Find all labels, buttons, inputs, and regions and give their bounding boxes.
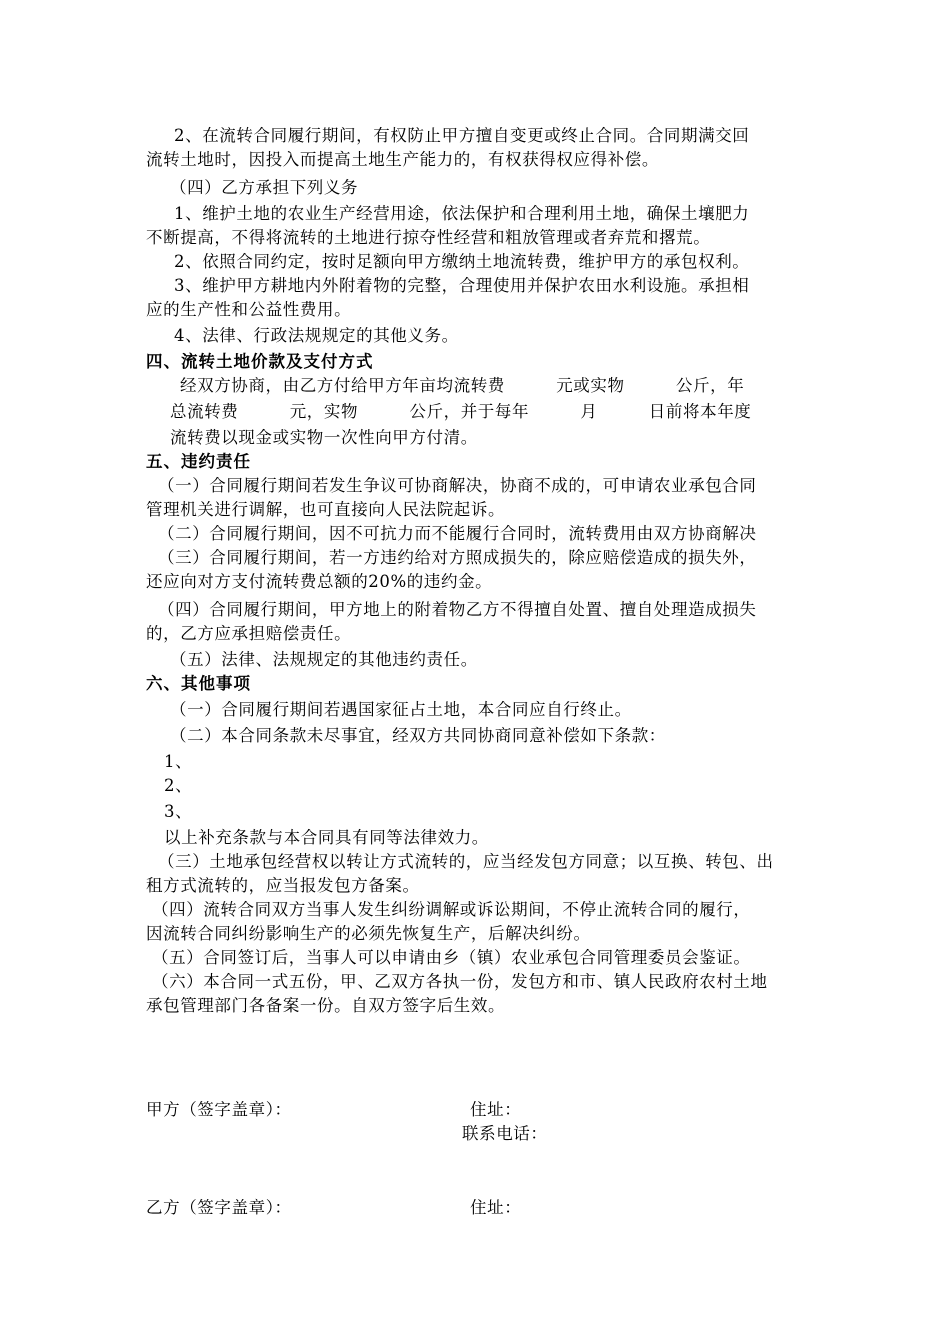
paragraph-line: （五）法律、法规规定的其他违约责任。 xyxy=(170,650,478,669)
paragraph-line: 流转土地时，因投入而提高土地生产能力的，有权获得权应得补偿。 xyxy=(146,150,659,169)
paragraph-line: 4、法律、行政法规规定的其他义务。 xyxy=(174,326,459,345)
paragraph-line: 管理机关进行调解，也可直接向人民法院起诉。 xyxy=(146,500,506,519)
paragraph-line: （六）本合同一式五份，甲、乙双方各执一份，发包方和市、镇人民政府农村土地 xyxy=(152,972,768,991)
section-heading: 六、其他事项 xyxy=(146,674,251,693)
paragraph-line: 2、在流转合同履行期间，有权防止甲方擅自变更或终止合同。合同期满交回 xyxy=(174,126,750,145)
paragraph-line: 因流转合同纠纷影响生产的必须先恢复生产，后解决纠纷。 xyxy=(146,924,591,943)
paragraph-line: 应的生产性和公益性费用。 xyxy=(146,300,352,319)
paragraph-line: 承包管理部门各备案一份。自双方签字后生效。 xyxy=(146,996,506,1015)
paragraph-line: 流转费以现金或实物一次性向甲方付清。 xyxy=(170,428,478,447)
party-b-address-label: 住址： xyxy=(470,1198,522,1217)
party-a-address-label: 住址： xyxy=(470,1100,522,1119)
paragraph-line: （一）合同履行期间若发生争议可协商解决，协商不成的，可申请农业承包合同 xyxy=(158,476,757,495)
paragraph-line: （三）合同履行期间，若一方违约给对方照成损失的，除应赔偿造成的损失外， xyxy=(158,548,757,567)
section-heading: 四、流转土地价款及支付方式 xyxy=(146,352,374,371)
paragraph-line: （五）合同签订后，当事人可以申请由乡（镇）农业承包合同管理委员会鉴证。 xyxy=(152,948,751,967)
paragraph-line: （三）土地承包经营权以转让方式流转的，应当经发包方同意；以互换、转包、出 xyxy=(158,852,774,871)
paragraph-line: 经双方协商，由乙方付给甲方年亩均流转费 元或实物 公斤，年 xyxy=(180,376,745,395)
party-a-signature-label: 甲方（签字盖章）： xyxy=(146,1100,292,1119)
paragraph-line: 2、依照合同约定，按时足额向甲方缴纳土地流转费，维护甲方的承包权利。 xyxy=(174,252,750,271)
paragraph-line: （四）流转合同双方当事人发生纠纷调解或诉讼期间，不停止流转合同的履行， xyxy=(152,900,751,919)
paragraph-line: 1、维护土地的农业生产经营用途，依法保护和合理利用土地，确保土壤肥力 xyxy=(174,204,750,223)
paragraph-line: 租方式流转的，应当报发包方备案。 xyxy=(146,876,420,895)
paragraph-line: （二）合同履行期间，因不可抗力而不能履行合同时，流转费用由双方协商解决 xyxy=(158,524,757,543)
blank-clause-item: 2、 xyxy=(164,776,193,795)
blank-clause-item: 1、 xyxy=(164,752,193,771)
paragraph-line: （四）合同履行期间，甲方地上的附着物乙方不得擅自处置、擅自处理造成损失 xyxy=(158,600,757,619)
paragraph-line: 不断提高，不得将流转的土地进行掠夺性经营和粗放管理或者弃荒和撂荒。 xyxy=(146,228,711,247)
party-a-phone-label: 联系电话： xyxy=(462,1124,548,1143)
section-subheading: （四）乙方承担下列义务 xyxy=(170,178,359,197)
section-heading: 五、违约责任 xyxy=(146,452,251,471)
party-b-signature-label: 乙方（签字盖章）： xyxy=(146,1198,292,1217)
paragraph-line: （一）合同履行期间若遇国家征占土地，本合同应自行终止。 xyxy=(170,700,632,719)
paragraph-line: 3、维护甲方耕地内外附着物的完整，合理使用并保护农田水利设施。承担相 xyxy=(174,276,750,295)
paragraph-line: 还应向对方支付流转费总额的20%的违约金。 xyxy=(146,572,493,591)
paragraph-line: 以上补充条款与本合同具有同等法律效力。 xyxy=(164,828,489,847)
blank-clause-item: 3、 xyxy=(164,802,193,821)
paragraph-line: 的，乙方应承担赔偿责任。 xyxy=(146,624,352,643)
paragraph-line: 总流转费 元，实物 公斤，并于每年 月 日前将本年度 xyxy=(170,402,752,421)
paragraph-line: （二）本合同条款未尽事宜，经双方共同协商同意补偿如下条款： xyxy=(170,726,666,745)
